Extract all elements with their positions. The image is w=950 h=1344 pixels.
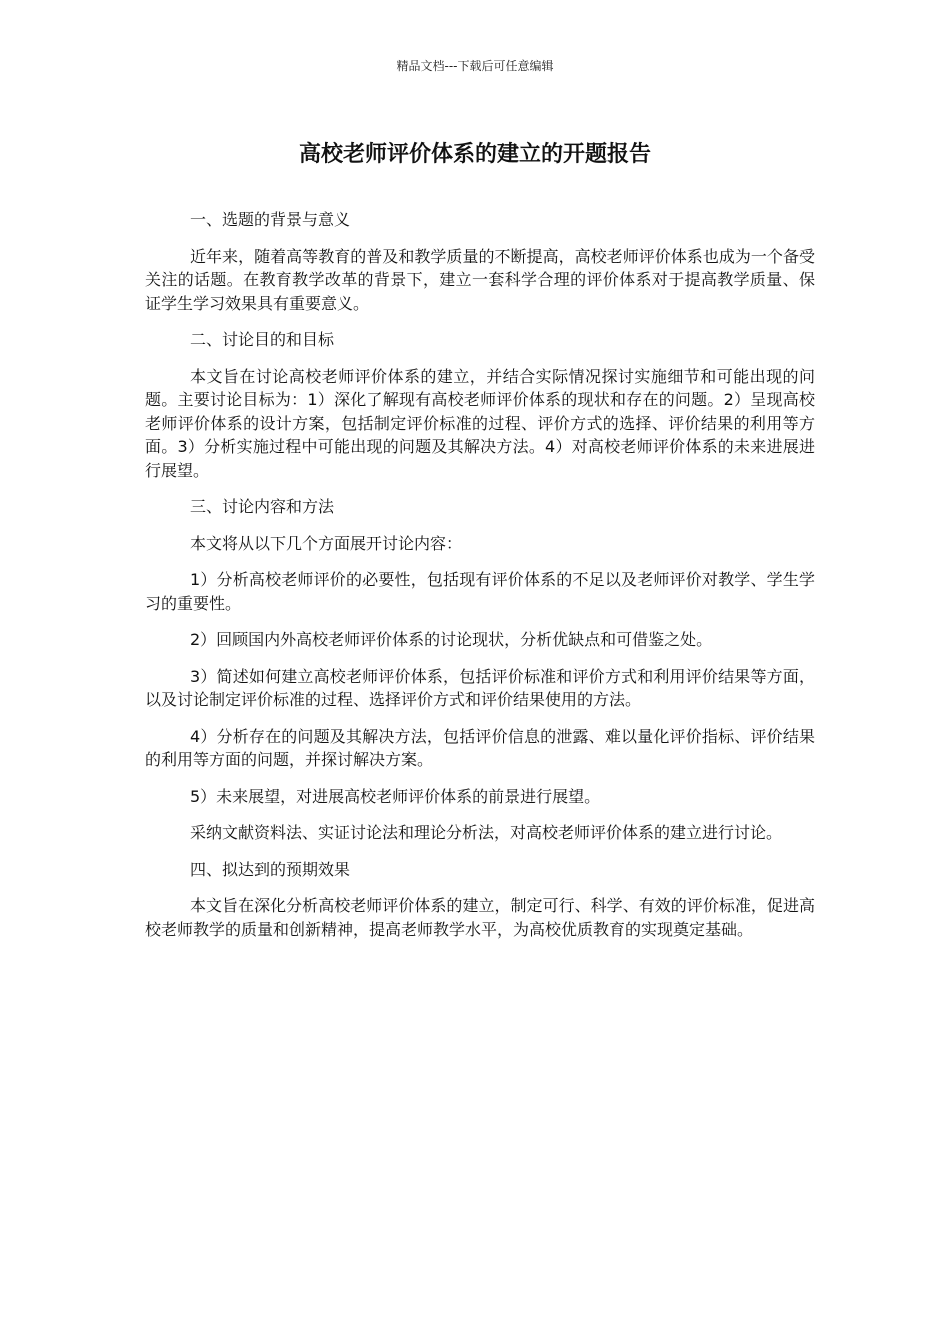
document-title: 高校老师评价体系的建立的开题报告	[298, 142, 651, 167]
paragraph-expected-results: 本文旨在深化分析高校老师评价体系的建立，制定可行、科学、有效的评价标准，促进高校老师教学的质量和创新精神，提高老师教学水平，为高校优质教育的实现奠定基础。	[145, 896, 815, 939]
page-header: 精品文档---下载后可任意编辑	[396, 59, 554, 73]
paragraph-goals: 本文旨在讨论高校老师评价体系的建立，并结合实际情况探讨实施细节和可能出现的问题。主要讨论目标为：1）深化了解现有高校老师评价体系的现状和存在的问题。2）呈现高校老师评价体系的设计方案，包括制定评价标准的过程、评价方式的选择、评价结果的利用等方面。3）分析实施过程中可能出现的问题及其解决方法。4）对高校老师评价体系的未来进展进行展望。	[145, 366, 815, 480]
section-heading-content-methods: 三、讨论内容和方法	[190, 497, 335, 516]
paragraph-background: 近年来，随着高等教育的普及和教学质量的不断提高，高校老师评价体系也成为一个备受关注的话题。在教育教学改革的背景下，建立一套科学合理的评价体系对于提高教学质量、保证学生学习效果具有重要意义。	[145, 246, 815, 313]
document-body	[145, 208, 815, 954]
paragraph-methods: 采纳文献资料法、实证讨论法和理论分析法，对高校老师评价体系的建立进行讨论。	[190, 823, 783, 842]
list-item-4: 4）分析存在的问题及其解决方法，包括评价信息的泄露、难以量化评价指标、评价结果的利用等方面的问题，并探讨解决方案。	[145, 726, 815, 769]
section-heading-background: 一、选题的背景与意义	[190, 210, 351, 229]
list-item-2: 2）回顾国内外高校老师评价体系的讨论现状，分析优缺点和可借鉴之处。	[190, 630, 713, 649]
list-item-3: 3）简述如何建立高校老师评价体系，包括评价标准和评价方式和利用评价结果等方面，以及讨论制定评价标准的过程、选择评价方式和评价结果使用的方法。	[145, 666, 815, 709]
list-item-5: 5）未来展望，对进展高校老师评价体系的前景进行展望。	[190, 786, 601, 806]
list-item-1: 1）分析高校老师评价的必要性，包括现有评价体系的不足以及老师评价对教学、学生学习的重要性。	[145, 570, 815, 613]
paragraph-content-intro: 本文将从以下几个方面展开讨论内容：	[190, 533, 463, 553]
section-heading-goals: 二、讨论目的和目标	[190, 330, 335, 349]
section-heading-expected-results: 四、拟达到的预期效果	[190, 859, 351, 879]
